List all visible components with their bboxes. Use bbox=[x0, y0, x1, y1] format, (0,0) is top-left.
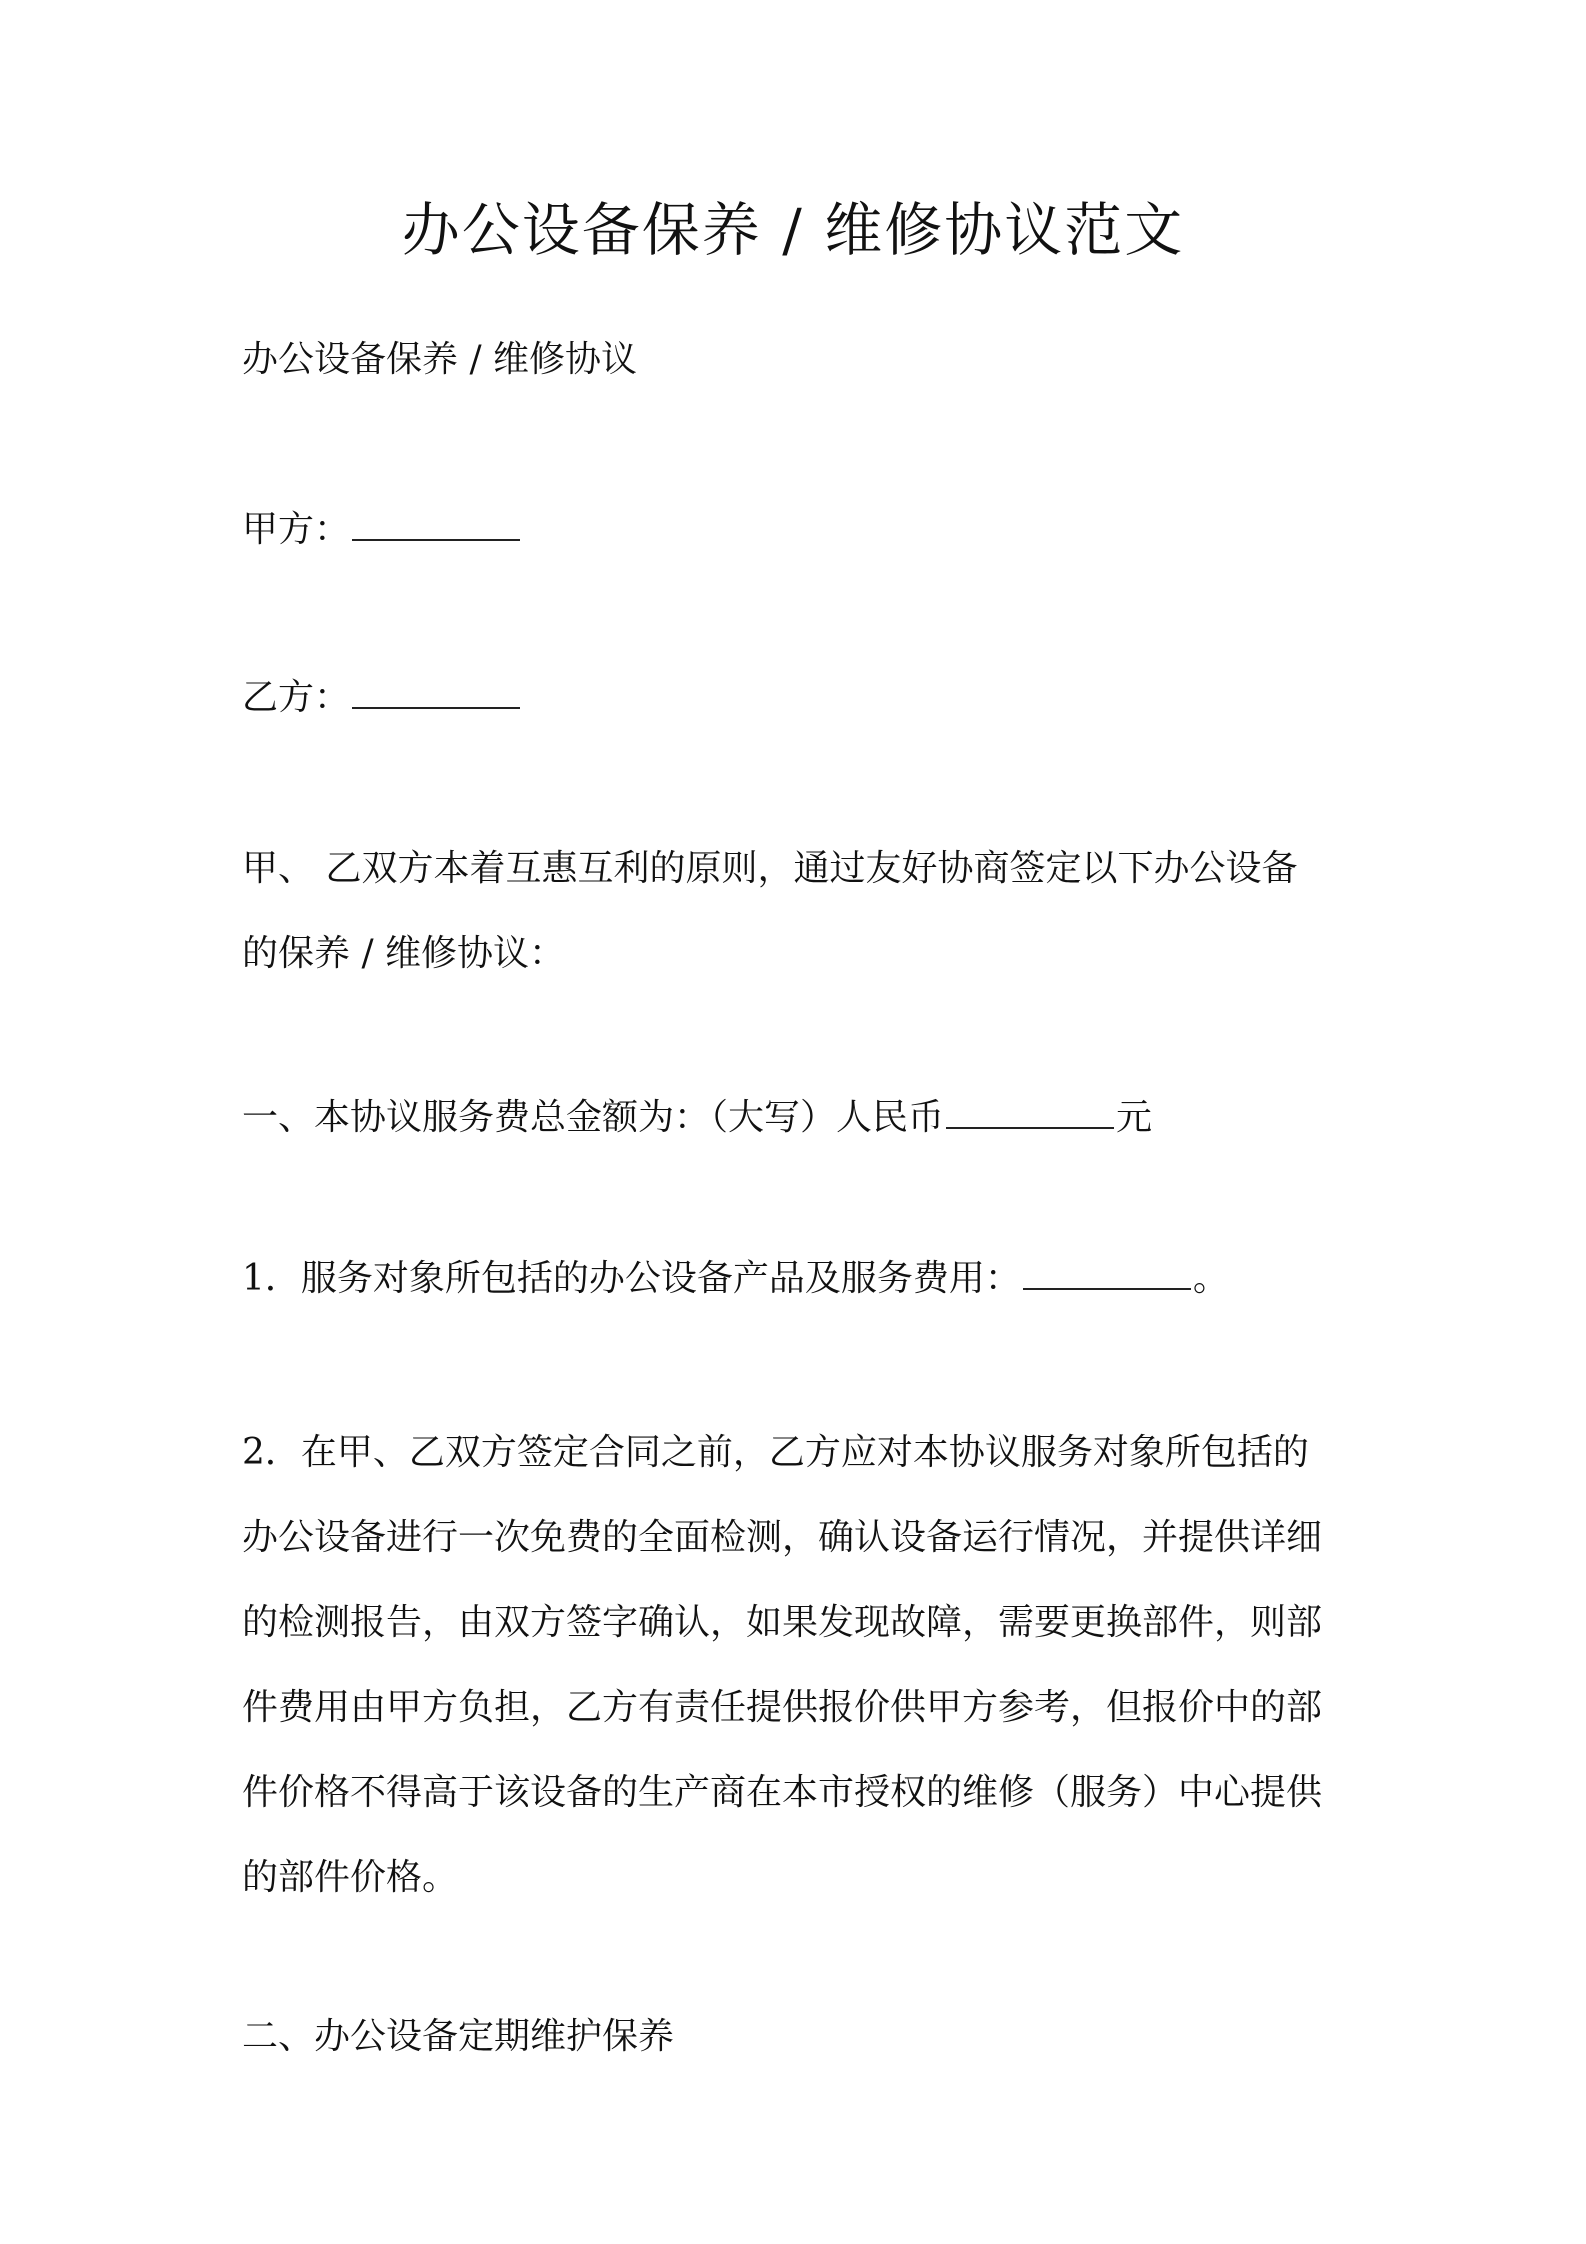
item-2-row: 件价格不得高于该设备的生产商在本市授权的维修（服务）中心提供 bbox=[242, 1772, 1323, 1813]
party-b-label: 乙方： bbox=[242, 677, 351, 718]
party-a-line bbox=[242, 505, 522, 555]
item-1-line bbox=[242, 1254, 1229, 1304]
item-1-prefix: 1．服务对象所包括的办公设备产品及服务费用： bbox=[242, 1258, 1021, 1299]
intro-row: 的保养 / 维修协议： bbox=[242, 933, 566, 974]
document-title: 办公设备保养 / 维修协议范文 bbox=[401, 196, 1185, 264]
item-2-row: 的检测报告，由双方签字确认，如果发现故障，需要更换部件，则部 bbox=[242, 1602, 1323, 1643]
item-2-row: 办公设备进行一次免费的全面检测，确认设备运行情况，并提供详细 bbox=[242, 1517, 1323, 1558]
party-a-label: 甲方： bbox=[242, 509, 351, 550]
item-1-suffix: 。 bbox=[1192, 1258, 1229, 1299]
party-a-blank bbox=[352, 507, 520, 541]
item-2-row: 的部件价格。 bbox=[242, 1857, 459, 1898]
item-2-row: 2．在甲、乙双方签定合同之前，乙方应对本协议服务对象所包括的 bbox=[242, 1432, 1309, 1473]
party-b-line bbox=[242, 673, 522, 723]
party-b-blank bbox=[352, 675, 520, 709]
item-2-row: 件费用由甲方负担，乙方有责任提供报价供甲方参考，但报价中的部 bbox=[242, 1687, 1323, 1728]
section-1-suffix: 元 bbox=[1116, 1097, 1153, 1138]
document-subtitle: 办公设备保养 / 维修协议 bbox=[242, 339, 638, 380]
intro-paragraph bbox=[242, 826, 1362, 996]
section-1-prefix: 一、本协议服务费总金额为：（大写）人民币 bbox=[242, 1097, 945, 1138]
section-1-line bbox=[242, 1093, 1152, 1143]
item-1-blank bbox=[1023, 1256, 1191, 1290]
section-2-heading: 二、办公设备定期维护保养 bbox=[242, 2016, 675, 2057]
item-2-paragraph bbox=[242, 1410, 1362, 1920]
section-1-blank bbox=[946, 1095, 1114, 1129]
intro-row: 甲、 乙双方本着互惠互利的原则，通过友好协商签定以下办公设备 bbox=[242, 848, 1298, 889]
